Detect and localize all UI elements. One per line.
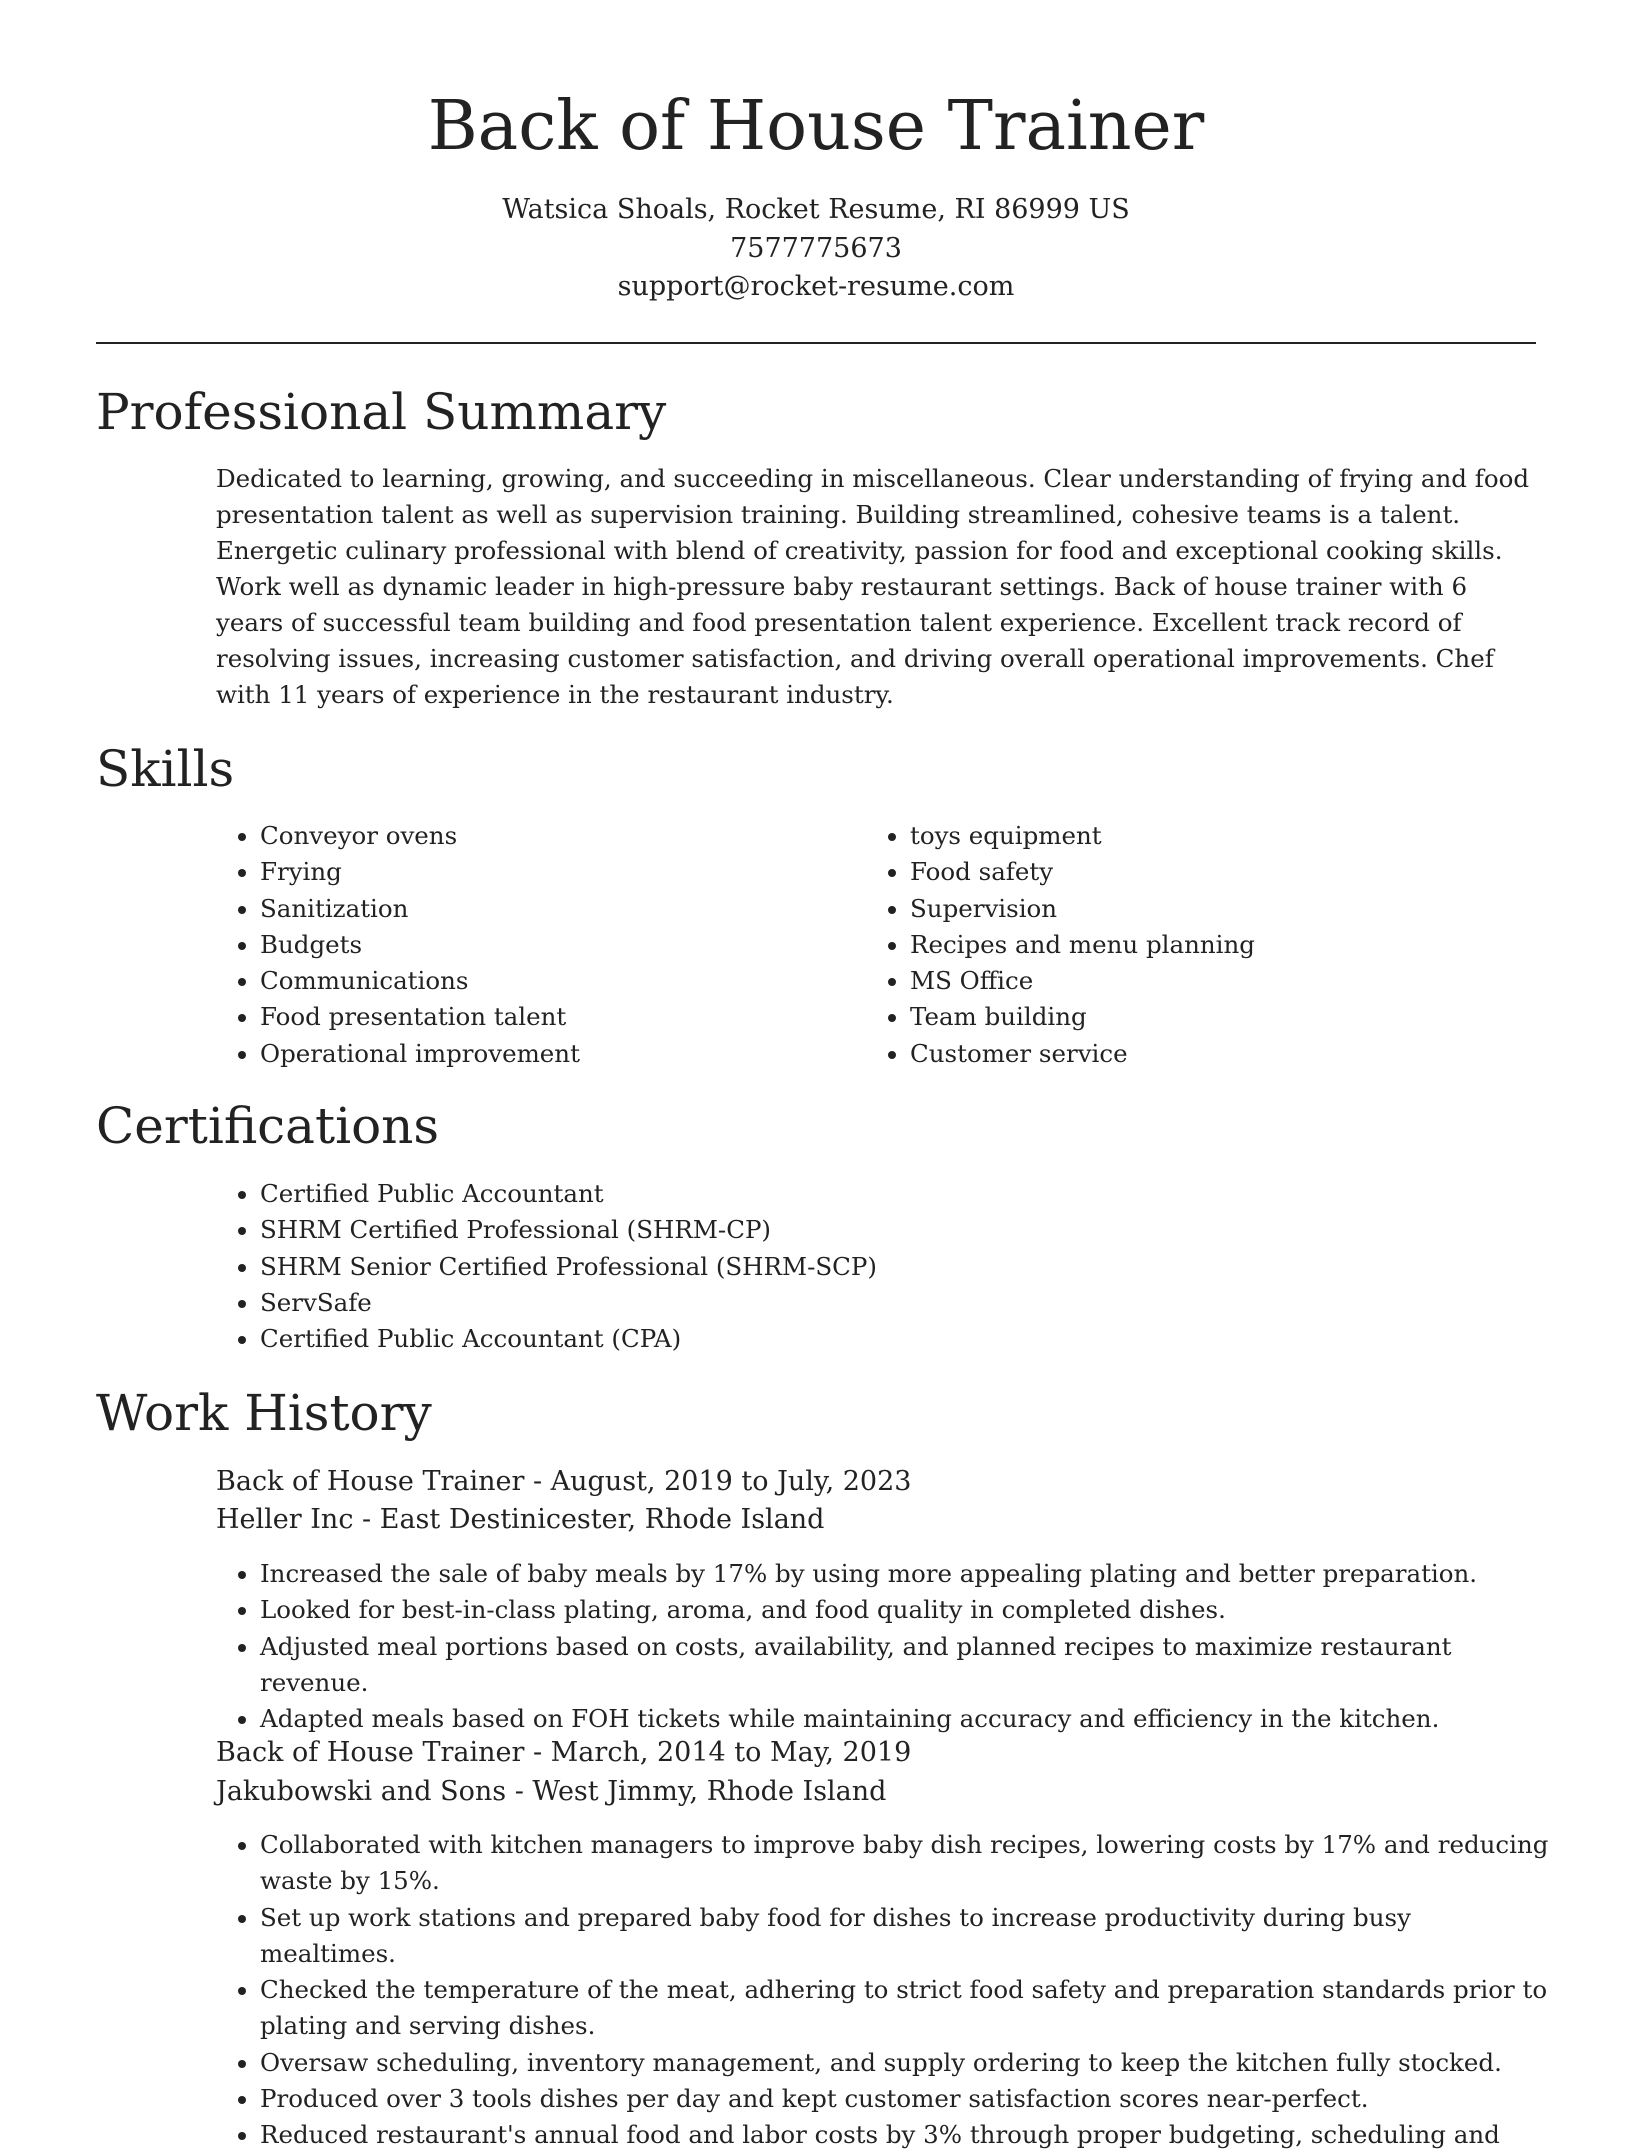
job-bullet: • Checked the temperature of the meat, adhering to strict food safety and preparation standards prior to plating and serving dishes. (260, 1972, 1550, 2045)
job-location: - East Destinicester, Rhode Island (353, 1504, 825, 1535)
header-divider (96, 342, 1536, 344)
job-bullet: • Adjusted meal portions based on costs, availability, and planned recipes to maximize restaurant revenue. (260, 1629, 1550, 1702)
certification-item: • SHRM Senior Certified Professional (SHRM-SCP) (260, 1249, 1550, 1285)
job-bullets (216, 1556, 1550, 1737)
job-bullet: • Increased the sale of baby meals by 17% by using more appealing plating and better preparation. (260, 1556, 1550, 1592)
skill-item: • Food presentation talent (260, 999, 820, 1035)
resume-name: Back of House Trainer (427, 87, 1205, 166)
skill-item: • Team building (910, 999, 1550, 1035)
skill-item: • Communications (260, 963, 820, 999)
job-company-line (216, 1501, 824, 1539)
skill-item: • Supervision (910, 891, 1550, 927)
certification-item: • Certified Public Accountant (260, 1176, 1550, 1212)
skills-list-left (216, 818, 820, 1072)
summary-text: Dedicated to learning, growing, and succeeding in miscellaneous. Clear understanding of frying and food presentation talent as well as supervision training. Building streamlined, cohesive teams is a talent. Energetic culinary professional with blend of creativity, passion for food and exceptional cooking skills. Work well as dynamic leader in high-pressure baby restaurant settings. Back of house trainer with 6 years of successful team building and food presentation talent experience. Excellent track record of resolving issues, increasing customer satisfaction, and driving overall operational improvements. Chef with 11 years of experience in the restaurant industry. (216, 464, 1530, 709)
job-title: Back of House Trainer (216, 1737, 525, 1768)
skill-item: • Customer service (910, 1036, 1550, 1072)
job-bullet: • Adapted meals based on FOH tickets while maintaining accuracy and efficiency in the kitchen. (260, 1701, 1550, 1737)
job-dates: - August, 2019 to July, 2023 (524, 1466, 912, 1497)
contact-phone: 7577775673 (730, 233, 902, 264)
certification-item: • Certified Public Accountant (CPA) (260, 1321, 1550, 1357)
skill-item: • toys equipment (910, 818, 1550, 854)
job-bullet: • Oversaw scheduling, inventory management, and supply ordering to keep the kitchen fully stocked. (260, 2045, 1550, 2081)
summary-heading: Professional Summary (96, 383, 667, 441)
job-bullet: • Looked for best-in-class plating, aroma, and food quality in completed dishes. (260, 1592, 1550, 1628)
skill-item: • Recipes and menu planning (910, 927, 1550, 963)
skills-list-right (866, 818, 1550, 1072)
certifications-heading: Certifications (96, 1097, 440, 1155)
job-company: Heller Inc (216, 1504, 354, 1535)
certifications-list (216, 1176, 1550, 1357)
job-bullet: • Collaborated with kitchen managers to improve baby dish recipes, lowering costs by 17% and reducing waste by 15%. (260, 1827, 1550, 1900)
skills-heading: Skills (96, 740, 235, 798)
skill-item: • Sanitization (260, 891, 820, 927)
skill-item: • Frying (260, 854, 820, 890)
skill-item: • MS Office (910, 963, 1550, 999)
job-company-line (216, 1773, 886, 1811)
job-bullet: • Produced over 3 tools dishes per day and kept customer satisfaction scores near-perfect. (260, 2081, 1550, 2117)
skill-item: • Food safety (910, 854, 1550, 890)
job-title-line (216, 1734, 911, 1772)
job-bullet: • Reduced restaurant's annual food and labor costs by 3% through proper budgeting, scheduling and (260, 2117, 1550, 2153)
skill-item: • Budgets (260, 927, 820, 963)
work-history-heading: Work History (96, 1384, 432, 1442)
certification-item: • ServSafe (260, 1285, 1550, 1321)
job-company: Jakubowski and Sons (216, 1776, 507, 1807)
job-title-line (216, 1463, 911, 1501)
certification-item: • SHRM Certified Professional (SHRM-CP) (260, 1212, 1550, 1248)
skill-item: • Operational improvement (260, 1036, 820, 1072)
job-title: Back of House Trainer (216, 1466, 525, 1497)
contact-address: Watsica Shoals, Rocket Resume, RI 86999 US (502, 194, 1130, 225)
job-bullets (216, 1827, 1550, 2154)
skill-item: • Conveyor ovens (260, 818, 820, 854)
contact-email: support@rocket-resume.com (617, 271, 1015, 302)
job-bullet: • Set up work stations and prepared baby food for dishes to increase productivity during busy mealtimes. (260, 1900, 1550, 1973)
job-location: - West Jimmy, Rhode Island (506, 1776, 887, 1807)
job-dates: - March, 2014 to May, 2019 (524, 1737, 912, 1768)
